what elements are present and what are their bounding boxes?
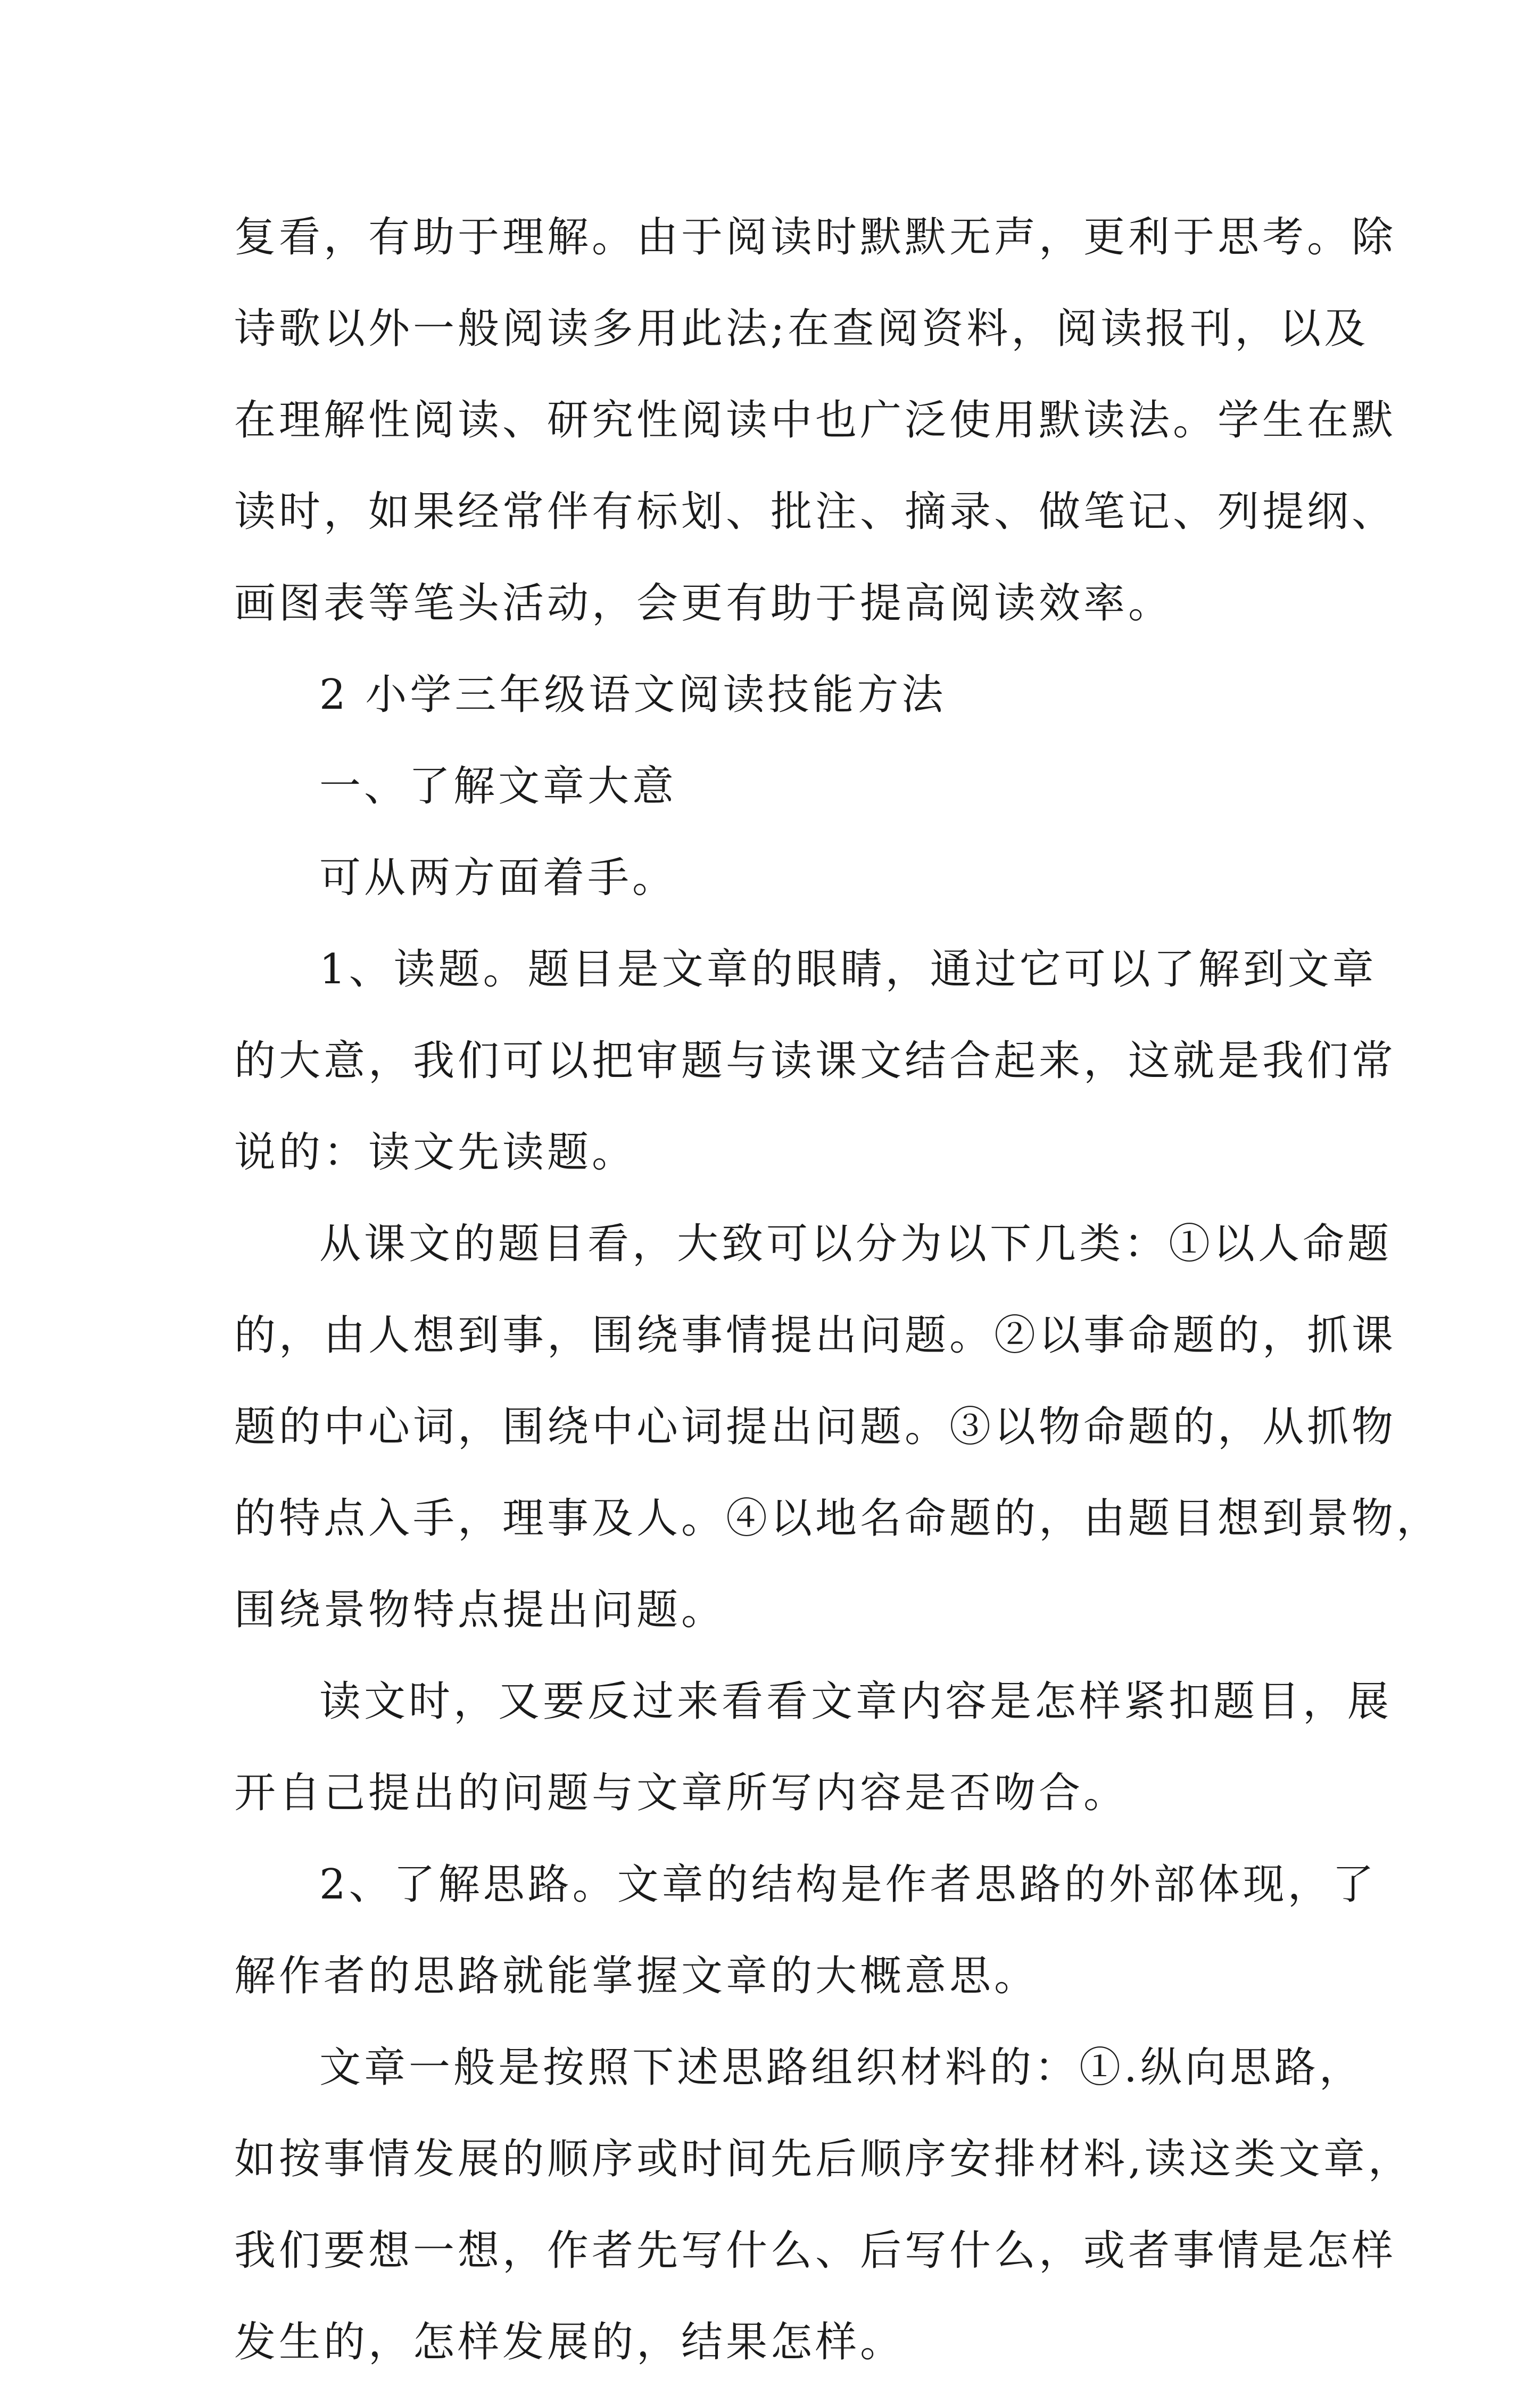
text-line: 2、了解思路。文章的结构是作者思路的外部体现，了 xyxy=(319,1861,1377,1909)
text-line: 读文时，又要反过来看看文章内容是怎样紧扣题目，展 xyxy=(319,1678,1393,1726)
text-line: 文章一般是按照下述思路组织材料的：①.纵向思路， xyxy=(319,2044,1364,2092)
text-line: 如按事情发展的顺序或时间先后顺序安排材料,读这类文章， xyxy=(234,2135,1413,2183)
body-text xyxy=(234,192,1442,2388)
text-line: 题的中心词，围绕中心词提出问题。③以物命题的，从抓物 xyxy=(234,1403,1397,1451)
text-line: 解作者的思路就能掌握文章的大概意思。 xyxy=(234,1952,1039,2000)
text-line: 发生的，怎样发展的，结果怎样。 xyxy=(234,2318,905,2366)
text-line: 说的：读文先读题。 xyxy=(234,1129,637,1176)
text-line: 围绕景物特点提出问题。 xyxy=(234,1586,726,1634)
subsection-heading: 一、了解文章大意 xyxy=(319,762,677,810)
text-line: 的，由人想到事，围绕事情提出问题。②以事命题的，抓课 xyxy=(234,1312,1397,1359)
text-line: 1、读题。题目是文章的眼睛，通过它可以了解到文章 xyxy=(319,946,1377,993)
text-line: 的特点入手，理事及人。④以地名命题的，由题目想到景物， xyxy=(234,1495,1442,1543)
text-line: 我们要想一想，作者先写什么、后写什么，或者事情是怎样 xyxy=(234,2227,1397,2275)
text-line: 在理解性阅读、研究性阅读中也广泛使用默读法。学生在默 xyxy=(234,396,1397,444)
text-line: 从课文的题目看，大致可以分为以下几类：①以人命题 xyxy=(319,1220,1393,1268)
text-line: 读时，如果经常伴有标划、批注、摘录、做笔记、列提纲、 xyxy=(234,488,1397,536)
section-heading: 2 小学三年级语文阅读技能方法 xyxy=(319,671,947,719)
text-line: 诗歌以外一般阅读多用此法;在查阅资料，阅读报刊，以及 xyxy=(234,305,1369,353)
text-line: 画图表等笔头活动，会更有助于提高阅读效率。 xyxy=(234,579,1173,627)
text-line: 复看，有助于理解。由于阅读时默默无声，更利于思考。除 xyxy=(234,213,1397,261)
text-line: 开自己提出的问题与文章所写内容是否吻合。 xyxy=(234,1769,1129,1817)
text-line: 可从两方面着手。 xyxy=(319,854,677,902)
text-line: 的大意，我们可以把审题与读课文结合起来，这就是我们常 xyxy=(234,1037,1397,1085)
